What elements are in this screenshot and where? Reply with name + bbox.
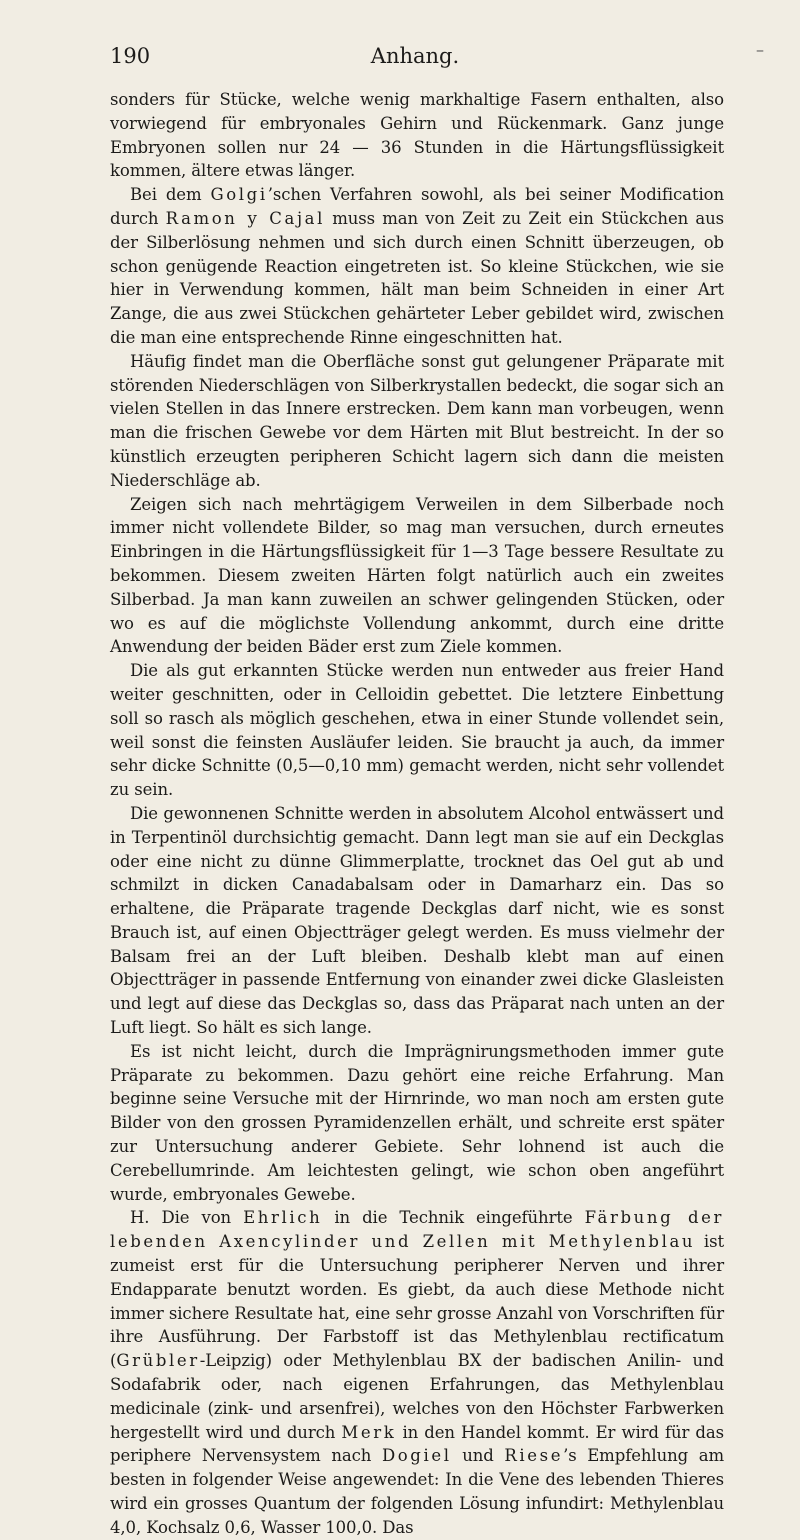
text-run: -Leipzig) oder Methylenblau BX der badischen Anilin- und Sodafabrik oder, nach eigenen Erfahrungen, das Methylenblau medicinale (zink- und arsenfrei), welches von den Höchster Farbwerken hergestellt wird und durch: [110, 1351, 724, 1442]
emphasized-text: Dogiel: [381, 1446, 452, 1466]
text-run: ist zumeist erst für die Untersuchung peripherer Nerven und ihrer Endapparate benutzt worden. Es giebt, da auch diese Methode nicht immer sichere Resultate hat, eine sehr grosse Anzahl von Vorschriften für ihre Ausführung. Der Farbstoff ist das Methylenblau rectificatum (: [110, 1232, 724, 1371]
paragraph: [110, 350, 724, 493]
text-run: Häufig findet man die Oberfläche sonst gut gelungener Präparate mit störenden Niederschlägen von Silberkrystallen bedeckt, die sogar sich an vielen Stellen in das Innere erstrecken. Dem kann man vorbeugen, wenn man die frischen Gewebe vor dem Härten mit Blut bestreicht. In der so künstlich erzeugten peripheren Schicht lagern sich dann die meisten Niederschläge ab.: [110, 351, 724, 490]
page-number: 190: [110, 44, 151, 68]
text-run: in die Technik eingeführte: [322, 1208, 585, 1228]
emphasized-text: Riese: [504, 1446, 564, 1466]
text-run: Zeigen sich nach mehrtägigem Verweilen in dem Silberbade noch immer nicht vollendete Bilder, so mag man versuchen, durch erneutes Einbringen in die Härtungsflüssigkeit für 1—3 Tage bessere Resultate zu bekommen. Diesem zweiten Härten folgt natürlich auch ein zweites Silberbad. Ja man kann zuweilen an schwer gelingenden Stücken, oder wo es auf die möglichste Vollendung ankommt, durch eine dritte Anwendung der beiden Bäder erst zum Ziele kommen.: [110, 494, 724, 657]
page-body: [110, 88, 724, 1540]
running-title: Anhang.: [370, 44, 460, 68]
paragraph: [110, 802, 724, 1040]
emphasized-text: Merk: [341, 1422, 397, 1442]
page-header: [110, 40, 764, 74]
paragraph: [110, 88, 724, 183]
text-run: Die gewonnenen Schnitte werden in absolutem Alcohol entwässert und in Terpentinöl durchsichtig gemacht. Dann legt man sie auf ein Deckglas oder eine nicht zu dünne Glimmerplatte, trocknet das Oel gut ab und schmilzt in dicken Canadabalsam oder in Damarharz ein. Das so erhaltene, die Präparate tragende Deckglas darf nicht, wie es sonst Brauch ist, auf einen Objectträger gelegt werden. Es muss vielmehr der Balsam frei an der Luft bleiben. Deshalb klebt man auf einen Objectträger in passende Entfernung von einander zwei dicke Glasleisten und legt auf diese das Deckglas so, dass das Präparat nach unten an der Luft liegt. So hält es sich lange.: [110, 803, 724, 1038]
text-run: Die als gut erkannten Stücke werden nun entweder aus freier Hand weiter geschnitten, oder in Celloidin gebettet. Die letztere Einbettung soll so rasch als möglich geschehen, etwa in einer Stunde vollendet sein, weil sonst die feinsten Ausläufer leiden. Sie braucht ja auch, da immer sehr dicke Schnitte (0,5—0,10 mm) gemacht werden, nicht sehr vollendet zu sein.: [110, 661, 724, 800]
emphasized-text: Golgi: [210, 185, 268, 205]
emphasized-text: Grübler: [116, 1351, 200, 1371]
corner-mark: –: [756, 40, 764, 59]
text-run: Bei dem: [130, 185, 211, 205]
paragraph: [110, 1206, 724, 1539]
text-run: muss man von Zeit zu Zeit ein Stückchen aus der Silberlösung nehmen und sich durch einen Schnitt überzeugen, ob schon genügende Reaction eingetreten ist. So kleine Stückchen, wie sie hier in Verwendung kommen, hält man beim Schneiden in einer Art Zange, die aus zwei Stückchen gehärteter Leber gebildet wird, zwischen die man eine entsprechende Rinne eingeschnitten hat.: [110, 208, 724, 347]
paragraph: [110, 183, 724, 350]
text-run: Es ist nicht leicht, durch die Imprägnirungsmethoden immer gute Präparate zu bekommen. Dazu gehört eine reiche Erfahrung. Man beginne seine Versuche mit der Hirnrinde, wo man noch am ersten gute Bilder von den grossen Pyramidenzellen erhält, und schreite erst später zur Untersuchung anderer Gebiete. Sehr lohnend ist auch die Cerebellumrinde. Am leichtesten gelingt, wie schon oben angeführt wurde, embryonales Gewebe.: [110, 1041, 724, 1204]
emphasized-text: Ramon y Cajal: [165, 208, 325, 228]
text-run: H. Die von: [130, 1208, 244, 1228]
text-run: ’schen Verfahren sowohl, als bei seiner Modification durch: [110, 185, 724, 228]
emphasized-text: Färbung der lebenden Axencylinder und Zellen mit Methylenblau: [110, 1208, 724, 1252]
emphasized-text: Ehrlich: [243, 1208, 323, 1228]
text-run: ’s Empfehlung am besten in folgender Weise angewendet: In die Vene des lebenden Thieres wird ein grosses Quantum der folgenden Lösung infundirt: Methylenblau 4,0, Kochsalz 0,6, Wasser 100,0. Das: [110, 1446, 725, 1537]
text-run: sonders für Stücke, welche wenig markhaltige Fasern enthalten, also vorwiegend für embryonales Gehirn und Rückenmark. Ganz junge Embryonen sollen nur 24 — 36 Stunden in die Härtungsflüssigkeit kommen, ältere etwas länger.: [110, 90, 724, 181]
paragraph: [110, 1040, 724, 1207]
paragraph: [110, 493, 724, 660]
text-run: und: [451, 1446, 505, 1466]
text-run: in den Handel kommt. Er wird für das periphere Nervensystem nach: [110, 1422, 725, 1466]
paragraph: [110, 659, 724, 802]
